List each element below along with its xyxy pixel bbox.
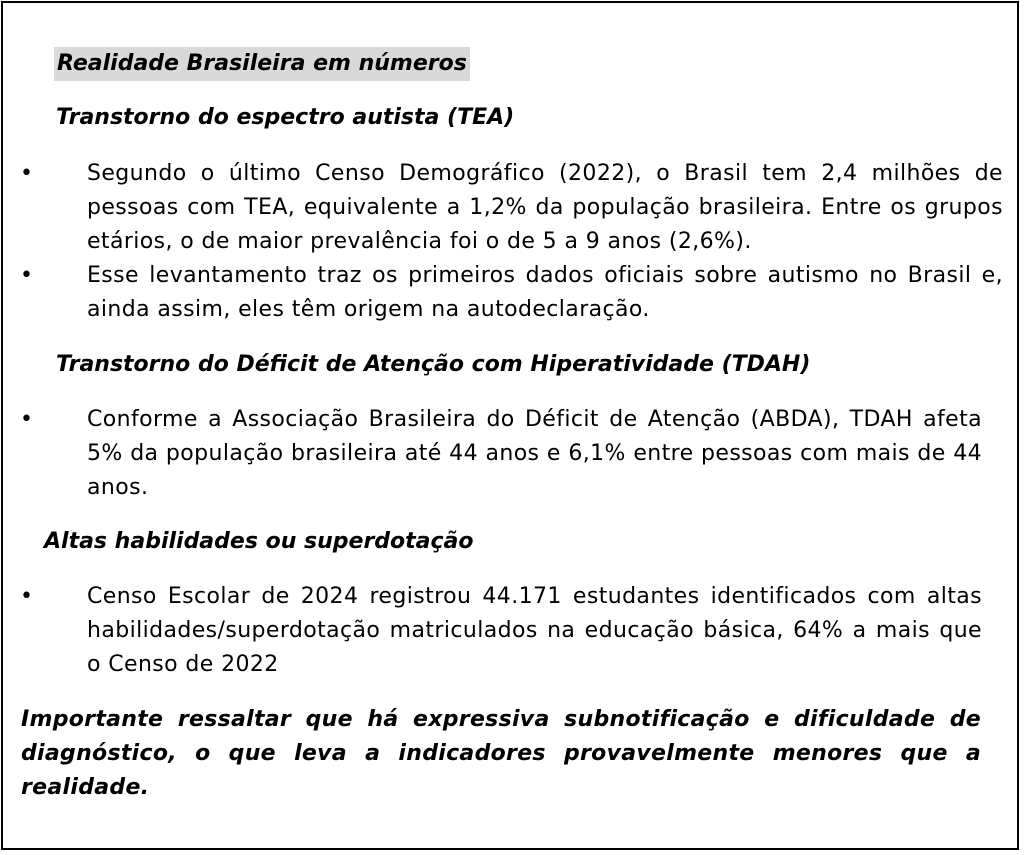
bullet-marker: • — [20, 407, 33, 432]
document-frame — [1, 1, 1019, 850]
closing-note: Importante ressaltar que há expressiva subnotificação e dificuldade de diagnóstico, o que leva a indicadores provavelmente menores que a realidade. — [21, 707, 981, 800]
page-title: Realidade Brasileira em números — [54, 47, 470, 81]
section-heading-altas-habilidades: Altas habilidades ou superdotação — [44, 529, 474, 554]
bullet-marker: • — [20, 161, 33, 186]
bullet-censo-escolar: Censo Escolar de 2024 registrou 44.171 estudantes identificados com altas habilidades/superdotação matriculados na educação básica, 64% a mais que o Censo de 2022 — [87, 584, 982, 677]
section-heading-tdah: Transtorno do Déficit de Atenção com Hiperatividade (TDAH) — [56, 352, 811, 377]
bullet-tea-survey: Esse levantamento traz os primeiros dados oficiais sobre autismo no Brasil e, ainda assim, eles têm origem na autodeclaração. — [87, 263, 1003, 322]
bullet-tea-census: Segundo o último Censo Demográfico (2022), o Brasil tem 2,4 milhões de pessoas com TEA, equivalente a 1,2% da população brasileira. Entre os grupos etários, o de maior prevalência foi o de 5 a 9 anos (2,6%). — [87, 161, 1003, 254]
bullet-marker: • — [20, 263, 33, 288]
section-heading-tea: Transtorno do espectro autista (TEA) — [56, 105, 515, 130]
bullet-marker: • — [20, 584, 33, 609]
bullet-tdah-abda: Conforme a Associação Brasileira do Déficit de Atenção (ABDA), TDAH afeta 5% da população brasileira até 44 anos e 6,1% entre pessoas com mais de 44 anos. — [87, 407, 982, 500]
